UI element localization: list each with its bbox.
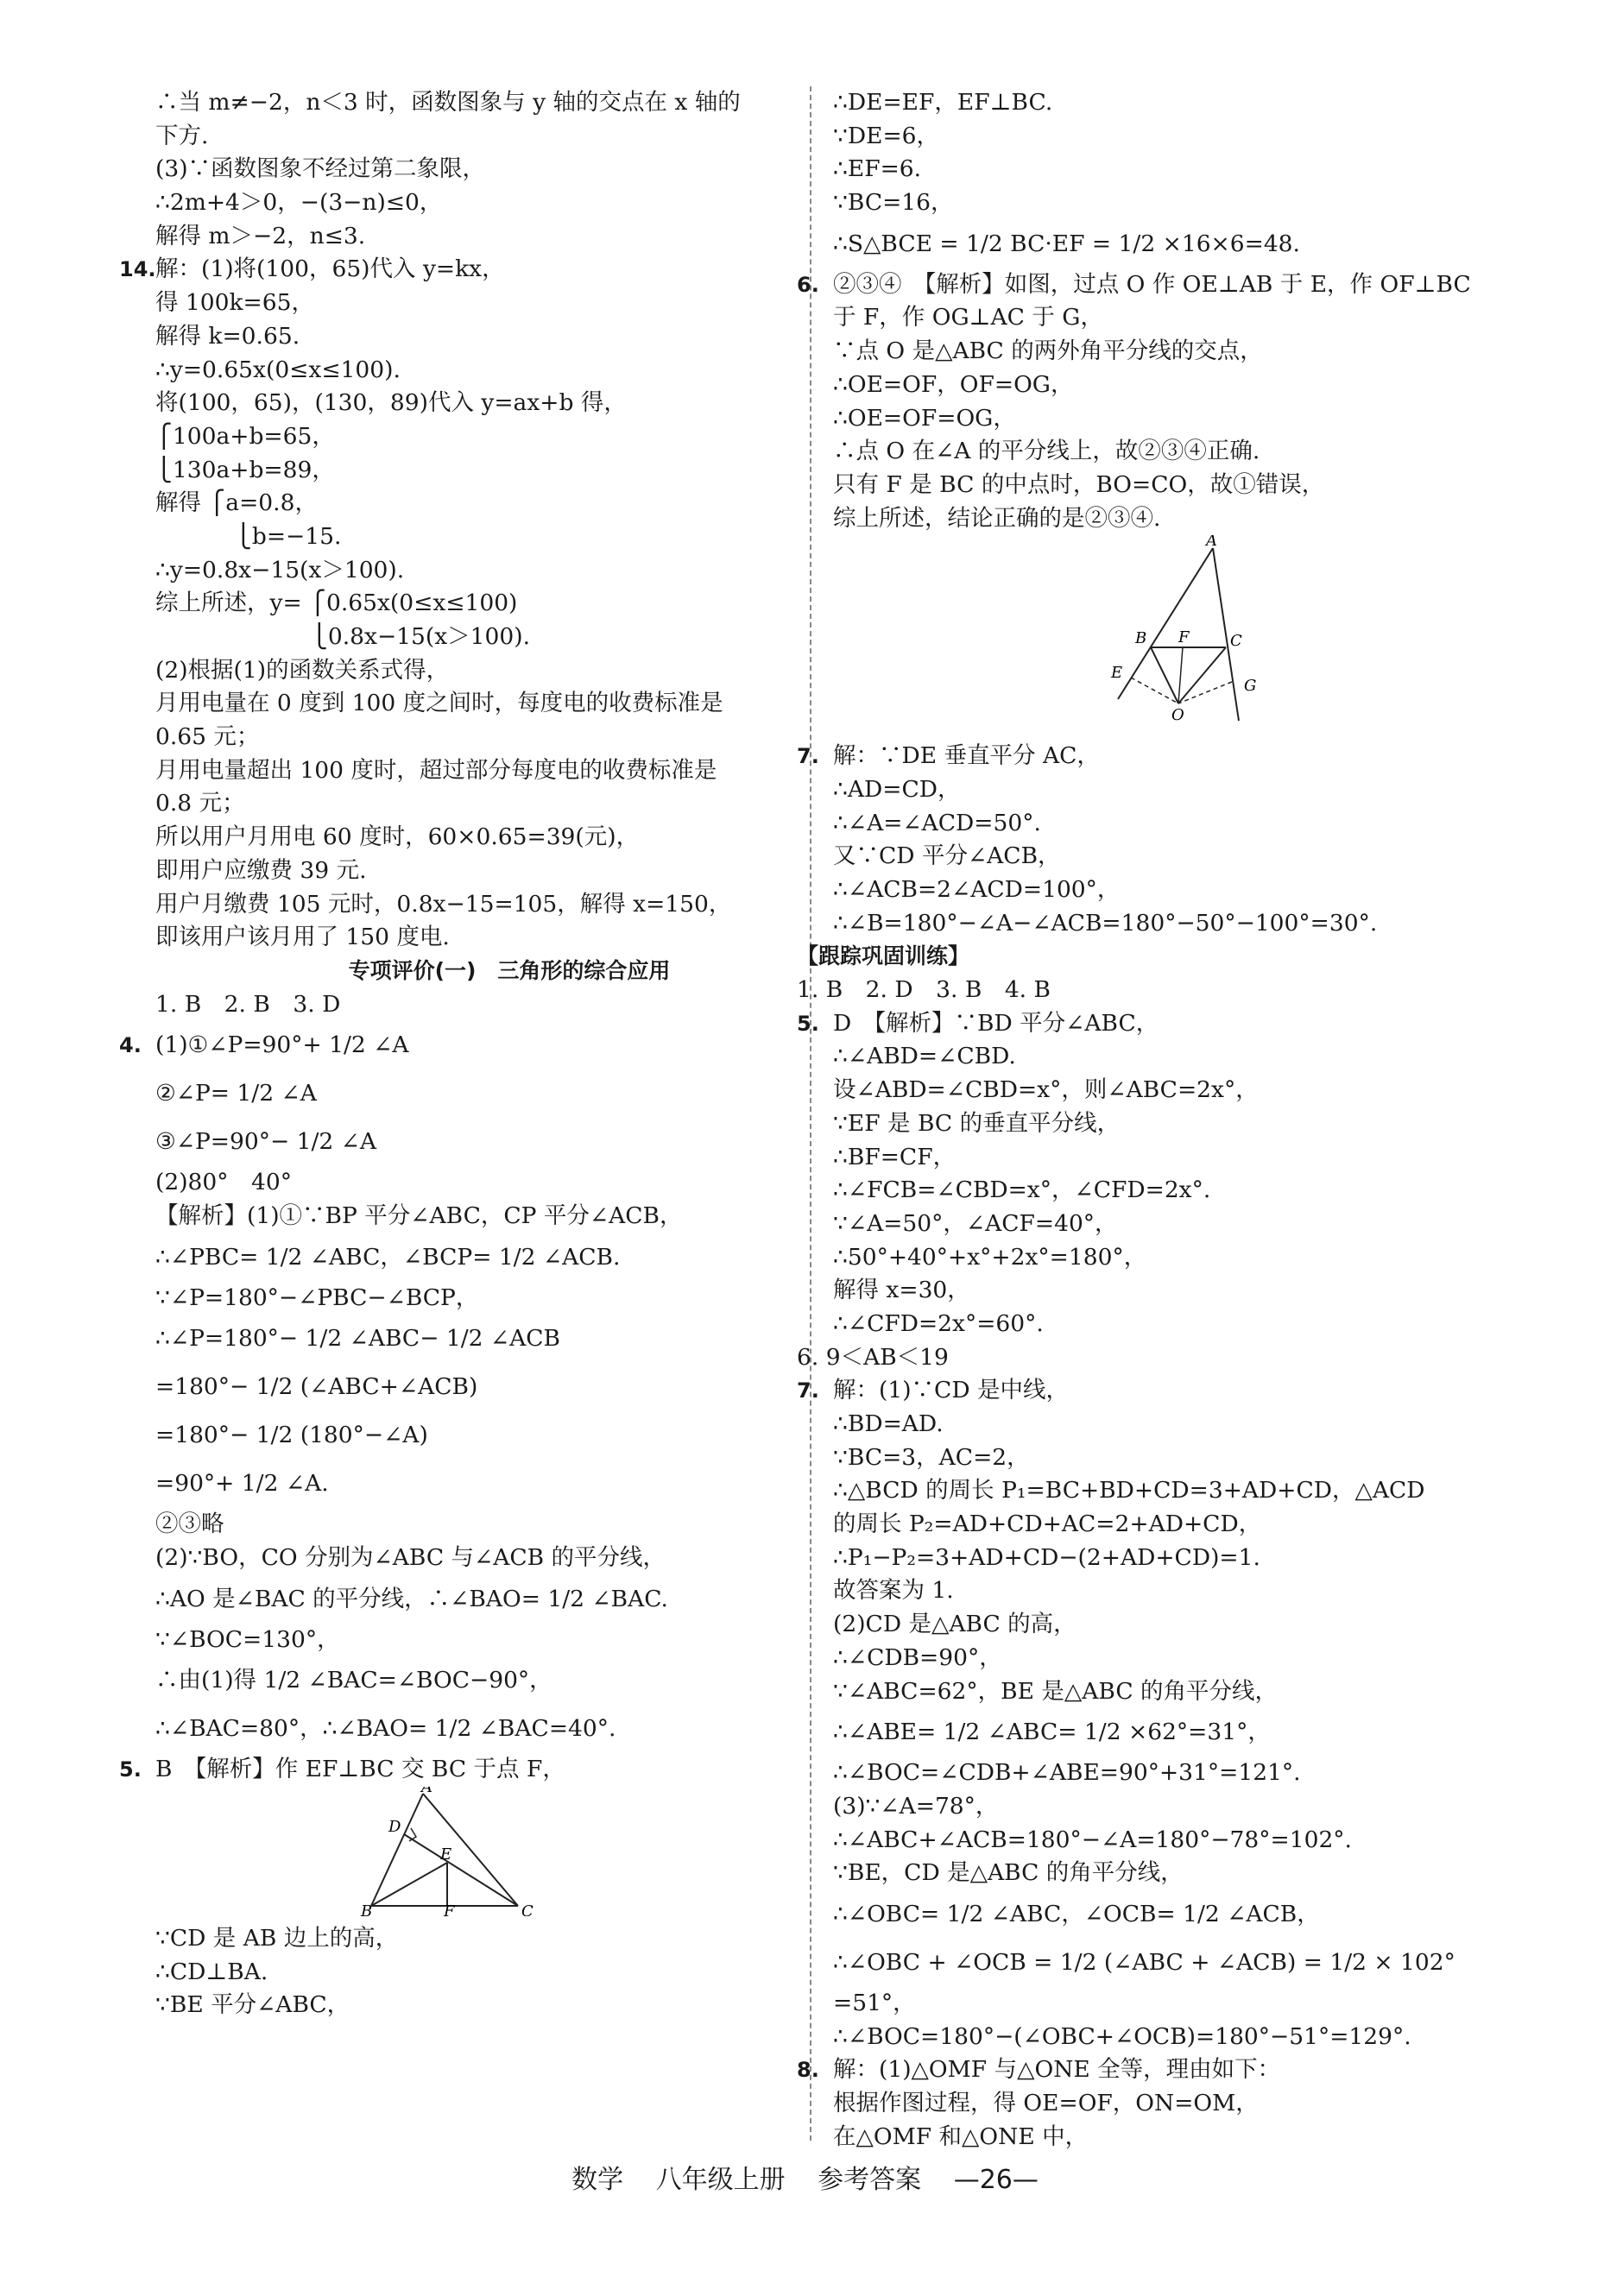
text-line: 所以用户月用电 60 度时，60×0.65=39(元)， [155,823,640,851]
side-ac [423,1794,518,1906]
text-line: ∴∠ABE= 1/2 ∠ABC= 1/2 ×62°=31°， [833,1719,1271,1746]
text-line: 即用户应缴费 39 元. [155,856,367,884]
label-c: C [521,1902,534,1917]
text-line: 解：(1)△OMF 与△ONE 全等，理由如下： [833,2056,1281,2084]
text-line: ∴2m+4＞0，−(3−n)≤0， [155,189,443,217]
question-number: 14. [119,257,156,282]
text-line: ∵DE=6， [833,122,940,149]
text-line: ③∠P=90°− 1/2 ∠A [155,1128,377,1156]
text-line: ∴∠A=∠ACD=50°. [833,809,1041,836]
answer-6: 6. 9＜AB＜19 [797,1343,949,1371]
question-number: 5. [797,1011,819,1036]
text-line: 得 100k=65， [155,289,314,317]
label-g: G [1244,677,1257,696]
label-b: B [1135,629,1147,648]
text-line: ⎩130a+b=89， [155,456,335,483]
text-line: 于 F，作 OG⊥AC 于 G， [833,304,1103,331]
text-line: (2)∵BO，CO 分别为∠ABC 与∠ACB 的平分线， [155,1544,666,1571]
text-line: 在△OMF 和△ONE 中， [833,2123,1089,2150]
text-line: =180°− 1/2 (180°−∠A) [155,1422,428,1449]
text-line: ∴P₁−P₂=3+AD+CD−(2+AD+CD)=1. [833,1543,1260,1571]
text-line: 【解析】(1)①∵BP 平分∠ABC，CP 平分∠ACB， [155,1202,683,1229]
text-line: ∴当 m≠−2，n＜3 时，函数图象与 y 轴的交点在 x 轴的 [155,89,741,116]
text-line: 0.65 元； [155,723,260,751]
text-line: (3)∵函数图象不经过第二象限， [155,155,486,183]
text-line: =51°， [833,1989,916,2016]
text-line: 下方. [155,122,209,149]
text-line: 只有 F 是 BC 的中点时，BO=CO，故①错误， [833,470,1325,498]
text-line: ⎩b=−15. [235,522,342,550]
section-title: 专项评价(一) 三角形的综合应用 [348,957,671,983]
page-number: —26— [953,2165,1039,2195]
text-line: 故答案为 1. [833,1577,954,1605]
text-line: 解得 x=30， [833,1277,970,1304]
text-line: (1)①∠P=90°+ 1/2 ∠A [155,1031,409,1059]
label-f: F [444,1902,455,1917]
triangle-figure-2 [833,535,1541,740]
answers-1-3: 1. B 2. B 3. D [155,990,341,1018]
text-line: ∴AO 是∠BAC 的平分线，∴∠BAO= 1/2 ∠BAC. [155,1585,668,1612]
text-line: ∴∠ABC+∠ACB=180°−∠A=180°−78°=102°. [833,1826,1352,1853]
text-line: ∴∠PBC= 1/2 ∠ABC，∠BCP= 1/2 ∠ACB. [155,1243,621,1271]
text-line: 月用电量在 0 度到 100 度之间时，每度电的收费标准是 [155,690,723,717]
text-line: ∴∠OBC + ∠OCB = 1/2 (∠ABC + ∠ACB) = 1/2 × 102° [833,1948,1455,1976]
text-line: ∵BE，CD 是△ABC 的角平分线， [833,1859,1184,1887]
text-line: 综上所述，y= ⎧0.65x(0≤x≤100) [155,590,518,617]
text-line: ∵点 O 是△ABC 的两外角平分线的交点， [833,337,1263,365]
text-line: ⎧100a+b=65， [155,422,335,450]
text-line: (2)CD 是△ABC 的高， [833,1611,1076,1638]
question-8 [797,2053,1541,2087]
page-footer [0,2158,1610,2196]
footer-subject: 数学 [571,2165,624,2195]
text-line: ②③略 [155,1511,224,1538]
text-line: ∵∠ABC=62°，BE 是△ABC 的角平分线， [833,1677,1279,1705]
text-line: ∴y=0.65x(0≤x≤100). [155,356,401,383]
text-line: ∵BC=16， [833,189,954,217]
text-line: ∴BF=CF， [833,1143,957,1170]
text-line: 解：(1)将(100，65)代入 y=kx， [155,255,505,283]
label-c: C [1230,632,1242,651]
question-number: 8. [797,2058,819,2083]
text-line: 的周长 P₂=AD+CD+AC=2+AD+CD， [833,1511,1262,1538]
text-line: ∴∠P=180°− 1/2 ∠ABC− 1/2 ∠ACB [155,1325,561,1353]
text-line: =180°− 1/2 (∠ABC+∠ACB) [155,1373,478,1401]
question-number: 5. [119,1757,142,1782]
text-line: B 【解析】作 EF⊥BC 交 BC 于点 F， [155,1756,565,1783]
text-line: ∴AD=CD， [833,775,961,803]
text-line: 即该用户该月用了 150 度电. [155,924,450,951]
text-line: 解：∵DE 垂直平分 AC， [833,742,1100,770]
text-line: ∵CD 是 AB 边上的高， [155,1925,399,1952]
text-line: 解得 k=0.65. [155,322,300,350]
text-line: ∵BC=3，AC=2， [833,1443,1030,1471]
text-line: ∴∠CDB=90°， [833,1643,1002,1671]
text-line: ∴∠FCB=∠CBD=x°，∠CFD=2x°. [833,1176,1211,1204]
label-f: F [1178,628,1190,647]
question-number: 4. [119,1033,142,1058]
question-number: 7. [797,1378,819,1403]
text-line: 综上所述，结论正确的是②③④. [833,504,1161,532]
external-bisector-diagram [833,535,1541,734]
text-line: ∴BD=AD. [833,1410,944,1437]
question-7b [797,1374,1541,1408]
text-line: ∴∠ACB=2∠ACD=100°， [833,876,1121,903]
text-line: ∴y=0.8x−15(x＞100). [155,556,405,583]
triangle-diagram [155,1787,863,1916]
right-column [797,86,1541,2154]
label-b: B [361,1902,373,1917]
text-line: (2)80° 40° [155,1169,292,1196]
label-a: A [1206,535,1217,551]
text-line: (2)根据(1)的函数关系式得， [155,656,450,684]
text-line: 将(100，65)，(130，89)代入 y=ax+b 得， [155,389,627,417]
text-line: 用户月缴费 105 元时，0.8x−15=105，解得 x=150， [155,890,732,918]
label-e: E [1111,664,1123,683]
triangle-figure-1 [155,1787,863,1922]
text-line: ∴∠OBC= 1/2 ∠ABC，∠OCB= 1/2 ∠ACB， [833,1900,1320,1927]
question-4 [119,1021,863,1069]
text-line: 解得 m＞−2，n≤3. [155,222,366,249]
text-line: 解：(1)∵CD 是中线， [833,1377,1069,1404]
text-line: 0.8 元； [155,790,245,817]
text-line: ∴△BCD 的周长 P₁=BC+BD+CD=3+AD+CD，△ACD [833,1477,1425,1504]
segment-fo [1178,647,1183,703]
text-line: ⎩0.8x−15(x＞100). [311,623,531,650]
text-line: ∵∠BOC=130°， [155,1625,340,1653]
segment-co [1178,647,1226,703]
right-angle-mark [409,1828,416,1841]
text-line: ∴OE=OF，OF=OG， [833,370,1074,398]
text-line: ②③④ 【解析】如图，过点 O 作 OE⊥AB 于 E，作 OF⊥BC [833,270,1471,298]
text-line: ∵∠P=180°−∠PBC−∠BCP， [155,1284,479,1311]
text-line: ∴DE=EF，EF⊥BC. [833,89,1053,116]
text-line: ∴∠BOC=180°−(∠OBC+∠OCB)=180°−51°=129°. [833,2022,1411,2050]
side-ab [371,1794,423,1906]
text-line: 又∵CD 平分∠ACB， [833,842,1061,870]
question-5 [119,1753,863,1787]
text-line: ∴EF=6. [833,155,922,183]
text-line: ∴OE=OF=OG， [833,404,1016,432]
question-7 [797,740,1541,773]
segment-be [371,1863,447,1906]
label-e: E [440,1845,452,1864]
text-line: ∴∠ABD=∠CBD. [833,1043,1016,1070]
text-line: D 【解析】∵BD 平分∠ABC， [833,1009,1159,1037]
text-line: ∴50°+40°+x°+2x°=180°， [833,1243,1147,1271]
text-line: ∴S△BCE = 1/2 BC·EF = 1/2 ×16×6=48. [833,230,1300,257]
footer-grade: 八年级上册 [655,2165,786,2195]
label-a: A [421,1787,432,1797]
section-heading: 【跟踪巩固训练】 [797,943,970,969]
question-6 [797,268,1541,302]
text-line: =90°+ 1/2 ∠A. [155,1470,329,1498]
label-o: O [1171,706,1184,725]
text-line: ∴∠BOC=∠CDB+∠ABE=90°+31°=121°. [833,1759,1301,1787]
answers-1-4: 1. B 2. D 3. B 4. B [797,976,1051,1004]
text-line: 根据作图过程，得 OE=OF，ON=OM， [833,2090,1259,2116]
text-line: ∴由(1)得 1/2 ∠BAC=∠BOC−90°， [155,1667,552,1694]
segment-cd [404,1834,518,1906]
text-line: ∴∠B=180°−∠A−∠ACB=180°−50°−100°=30°. [833,909,1378,937]
question-5 [797,1007,1541,1041]
question-number: 7. [797,744,819,769]
left-column [119,86,863,2022]
text-line: ②∠P= 1/2 ∠A [155,1080,317,1107]
text-line: 月用电量超出 100 度时，超过部分每度电的收费标准是 [155,756,717,784]
text-line: ∴∠BAC=80°，∴∠BAO= 1/2 ∠BAC=40°. [155,1715,616,1743]
text-line: 设∠ABD=∠CBD=x°，则∠ABC=2x°， [833,1076,1259,1104]
text-line: ∵∠A=50°，∠ACF=40°， [833,1209,1118,1237]
text-line: ∴CD⊥BA. [155,1958,268,1985]
label-d: D [388,1818,401,1837]
text-line: ∵BE 平分∠ABC， [155,1991,350,2019]
question-number: 6. [797,272,819,297]
segment-bo [1151,647,1178,703]
text-line: (3)∵∠A=78°， [833,1792,999,1820]
footer-answer: 参考答案 [818,2165,922,2195]
text-line: ∴∠CFD=2x°=60°. [833,1309,1044,1337]
text-line: 解得 ⎧a=0.8， [155,489,318,517]
text-line: ∴点 O 在∠A 的平分线上，故②③④正确. [833,438,1260,465]
text-line: ∵EF 是 BC 的垂直平分线， [833,1109,1121,1137]
question-14 [119,253,863,287]
